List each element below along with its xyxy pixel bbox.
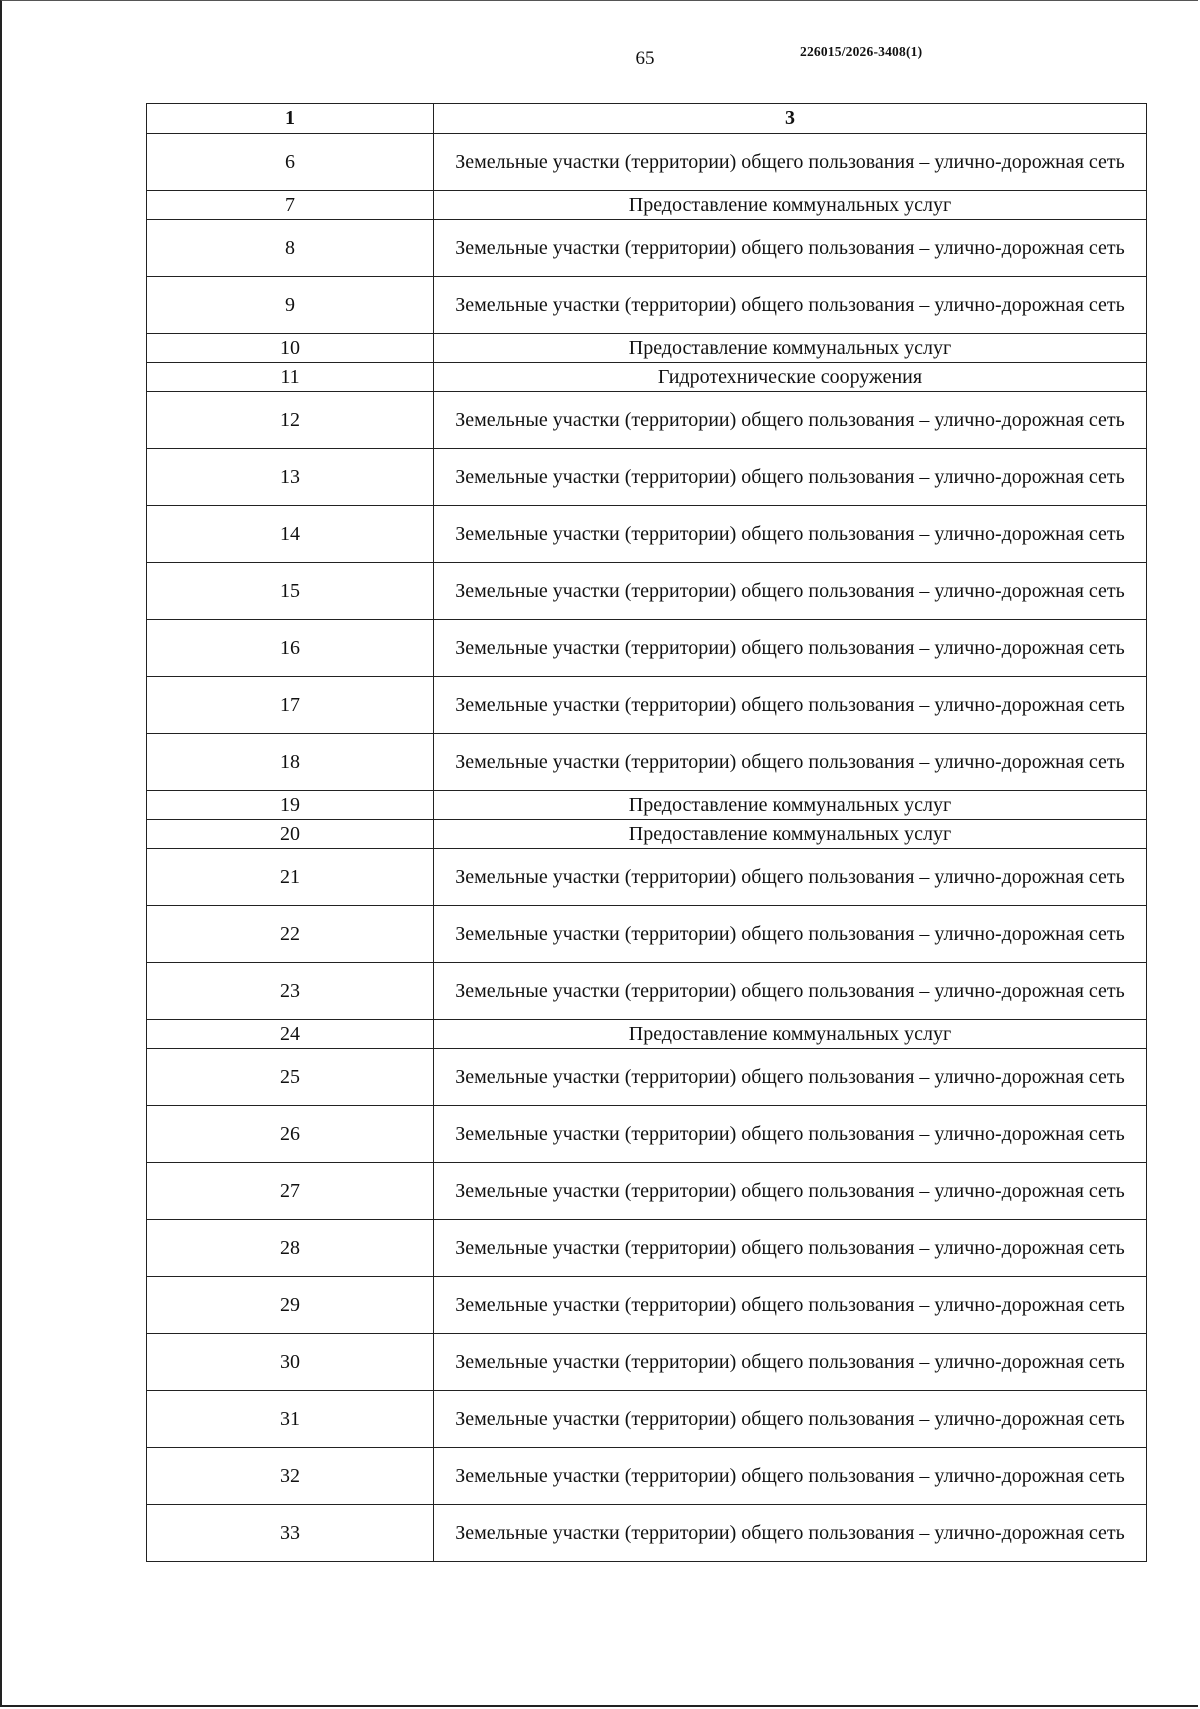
row-number-cell: 6 xyxy=(147,134,434,191)
row-number-cell: 29 xyxy=(147,1277,434,1334)
table-row xyxy=(147,620,1147,677)
row-description-cell: Земельные участки (территории) общего пользования – улично-дорожная сеть xyxy=(434,849,1147,906)
table-row xyxy=(147,1277,1147,1334)
table-row xyxy=(147,392,1147,449)
row-number-cell: 28 xyxy=(147,1220,434,1277)
row-number-cell: 23 xyxy=(147,963,434,1020)
table-row xyxy=(147,1163,1147,1220)
row-number-cell: 10 xyxy=(147,334,434,363)
row-description-cell: Гидротехнические сооружения xyxy=(434,363,1147,392)
table-row xyxy=(147,277,1147,334)
row-number-cell: 18 xyxy=(147,734,434,791)
row-number-cell: 31 xyxy=(147,1391,434,1448)
row-number-cell: 19 xyxy=(147,791,434,820)
row-description-cell: Земельные участки (территории) общего пользования – улично-дорожная сеть xyxy=(434,1049,1147,1106)
column-header-number: 1 xyxy=(147,104,434,134)
table-row xyxy=(147,734,1147,791)
row-number-cell: 12 xyxy=(147,392,434,449)
table-row xyxy=(147,363,1147,392)
table-row xyxy=(147,1049,1147,1106)
row-number-cell: 24 xyxy=(147,1020,434,1049)
row-number-cell: 22 xyxy=(147,906,434,963)
row-description-cell: Земельные участки (территории) общего пользования – улично-дорожная сеть xyxy=(434,1334,1147,1391)
row-description-cell: Земельные участки (территории) общего пользования – улично-дорожная сеть xyxy=(434,277,1147,334)
row-description-cell: Земельные участки (территории) общего пользования – улично-дорожная сеть xyxy=(434,1391,1147,1448)
row-description-cell: Земельные участки (территории) общего пользования – улично-дорожная сеть xyxy=(434,449,1147,506)
table-row xyxy=(147,1505,1147,1562)
row-number-cell: 11 xyxy=(147,363,434,392)
table-row xyxy=(147,849,1147,906)
row-description-cell: Предоставление коммунальных услуг xyxy=(434,191,1147,220)
row-description-cell: Земельные участки (территории) общего пользования – улично-дорожная сеть xyxy=(434,677,1147,734)
table-row xyxy=(147,563,1147,620)
row-description-cell: Земельные участки (территории) общего пользования – улично-дорожная сеть xyxy=(434,1448,1147,1505)
row-description-cell: Предоставление коммунальных услуг xyxy=(434,791,1147,820)
row-number-cell: 26 xyxy=(147,1106,434,1163)
table-row xyxy=(147,1391,1147,1448)
row-description-cell: Земельные участки (территории) общего пользования – улично-дорожная сеть xyxy=(434,134,1147,191)
row-description-cell: Земельные участки (территории) общего пользования – улично-дорожная сеть xyxy=(434,734,1147,791)
table-row xyxy=(147,449,1147,506)
row-number-cell: 17 xyxy=(147,677,434,734)
row-number-cell: 33 xyxy=(147,1505,434,1562)
row-description-cell: Земельные участки (территории) общего пользования – улично-дорожная сеть xyxy=(434,1220,1147,1277)
table-row xyxy=(147,134,1147,191)
row-number-cell: 25 xyxy=(147,1049,434,1106)
row-number-cell: 9 xyxy=(147,277,434,334)
table-body xyxy=(147,134,1147,1562)
row-description-cell: Земельные участки (территории) общего пользования – улично-дорожная сеть xyxy=(434,1505,1147,1562)
table-row xyxy=(147,1334,1147,1391)
table-row xyxy=(147,1448,1147,1505)
row-description-cell: Земельные участки (территории) общего пользования – улично-дорожная сеть xyxy=(434,1163,1147,1220)
row-description-cell: Земельные участки (территории) общего пользования – улично-дорожная сеть xyxy=(434,963,1147,1020)
table-row xyxy=(147,191,1147,220)
row-description-cell: Предоставление коммунальных услуг xyxy=(434,820,1147,849)
table-row xyxy=(147,220,1147,277)
land-use-table xyxy=(146,103,1147,1562)
row-number-cell: 20 xyxy=(147,820,434,849)
row-description-cell: Предоставление коммунальных услуг xyxy=(434,334,1147,363)
table-row xyxy=(147,906,1147,963)
column-header-description: 3 xyxy=(434,104,1147,134)
document-id: 226015/2026-3408(1) xyxy=(800,44,923,59)
row-number-cell: 32 xyxy=(147,1448,434,1505)
row-description-cell: Земельные участки (территории) общего пользования – улично-дорожная сеть xyxy=(434,563,1147,620)
table-row xyxy=(147,1220,1147,1277)
row-description-cell: Земельные участки (территории) общего пользования – улично-дорожная сеть xyxy=(434,392,1147,449)
table-row xyxy=(147,506,1147,563)
table-row xyxy=(147,677,1147,734)
table-row xyxy=(147,820,1147,849)
row-description-cell: Земельные участки (территории) общего пользования – улично-дорожная сеть xyxy=(434,620,1147,677)
row-number-cell: 8 xyxy=(147,220,434,277)
table-row xyxy=(147,1106,1147,1163)
table-row xyxy=(147,1020,1147,1049)
row-number-cell: 27 xyxy=(147,1163,434,1220)
row-description-cell: Земельные участки (территории) общего пользования – улично-дорожная сеть xyxy=(434,506,1147,563)
row-number-cell: 30 xyxy=(147,1334,434,1391)
table-header-row xyxy=(147,104,1147,134)
row-description-cell: Земельные участки (территории) общего пользования – улично-дорожная сеть xyxy=(434,1106,1147,1163)
row-number-cell: 7 xyxy=(147,191,434,220)
row-description-cell: Земельные участки (территории) общего пользования – улично-дорожная сеть xyxy=(434,1277,1147,1334)
row-number-cell: 16 xyxy=(147,620,434,677)
table-row xyxy=(147,334,1147,363)
table-row xyxy=(147,791,1147,820)
row-number-cell: 14 xyxy=(147,506,434,563)
row-description-cell: Земельные участки (территории) общего пользования – улично-дорожная сеть xyxy=(434,906,1147,963)
row-description-cell: Предоставление коммунальных услуг xyxy=(434,1020,1147,1049)
row-number-cell: 21 xyxy=(147,849,434,906)
row-description-cell: Земельные участки (территории) общего пользования – улично-дорожная сеть xyxy=(434,220,1147,277)
row-number-cell: 15 xyxy=(147,563,434,620)
table-row xyxy=(147,963,1147,1020)
row-number-cell: 13 xyxy=(147,449,434,506)
page-number: 65 xyxy=(635,48,655,69)
